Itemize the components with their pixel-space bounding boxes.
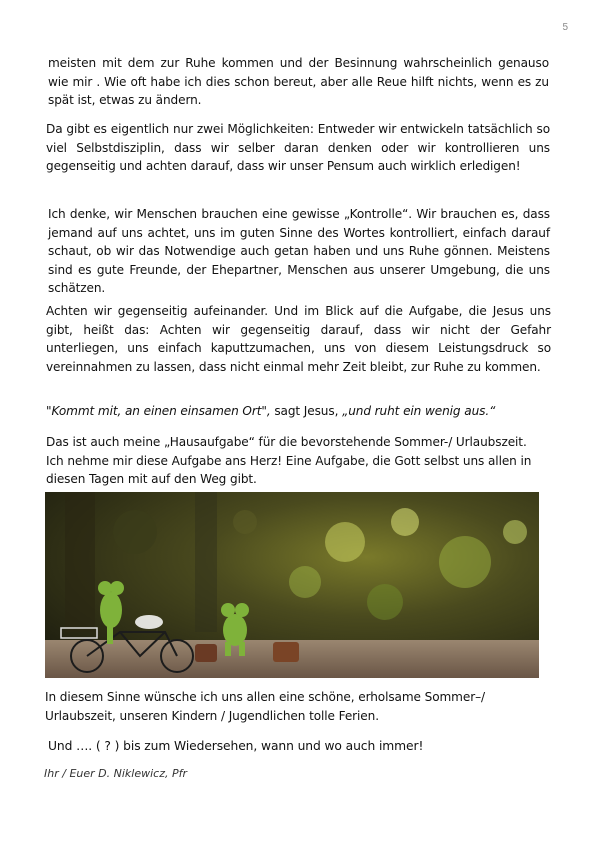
signature: Ihr / Euer D. Niklewicz, Pfr [44, 767, 187, 780]
paragraph-5: Das ist auch meine „Hausaufgabe“ für die bevorstehende Sommer-/ Urlaubszeit. Ich nehme mir diese Aufgabe ans Herz! Eine Aufgabe, die Gott selbst uns allen in diesen Tagen mit auf den Weg gibt. [46, 435, 532, 487]
paragraph-3: Ich denke, wir Menschen brauchen eine gewisse „Kontrolle“. Wir brauchen es, dass jemand auf uns achtet, uns im guten Sinne des Wortes kontrolliert, einfach darauf schaut, ob wir das Notwendige auch getan haben und uns Ruhe gönnen. Meistens sind es gute Freunde, der Ehepartner, Menschen aus unserer Umgebung, die uns schätzen. [48, 207, 550, 296]
paragraph-4: Achten wir gegenseitig aufeinander. Und im Blick auf die Aufgabe, die Jesus uns gibt, heißt das: Achten wir gegenseitig darauf, dass wir nicht der Gefahr unterliegen, uns einfach kaputtzumachen, uns von diesem Leistungsdruck so vereinnahmen zu lassen, dass nicht einmal mehr Zeit bleibt, zur Ruhe zu kommen. [46, 304, 551, 374]
quote-part-1: "Kommt mit, an einen einsamen Ort", [46, 404, 271, 418]
paragraph-2: Da gibt es eigentlich nur zwei Möglichkeiten: Entweder wir entwickeln tatsächlich so viel Selbstdisziplin, dass wir selber daran denken oder wir kontrollieren uns gegenseitig und achten darauf, dass wir unser Pensum auch wirklich erledigen! [46, 122, 550, 174]
paragraph-6: In diesem Sinne wünsche ich uns allen eine schöne, erholsame Sommer–/ Urlaubszeit, unseren Kindern / Jugendlichen tolle Ferien. [45, 690, 485, 723]
quote-part-3: „und ruht ein wenig aus.“ [342, 404, 496, 418]
jesus-quote [46, 402, 556, 421]
page-number: 5 [562, 22, 568, 33]
paragraph-1: meisten mit dem zur Ruhe kommen und der Besinnung wahrscheinlich genauso wie mir . Wie oft habe ich dies schon bereut, aber alle Reue hilft nichts, wenn es zu spät ist, etwas zu ändern. [48, 56, 549, 108]
quote-part-2: sagt Jesus, [270, 404, 343, 418]
closing-line: Und …. ( ? ) bis zum Wiedersehen, wann und wo auch immer! [48, 739, 424, 753]
frogs-photo [45, 492, 539, 678]
